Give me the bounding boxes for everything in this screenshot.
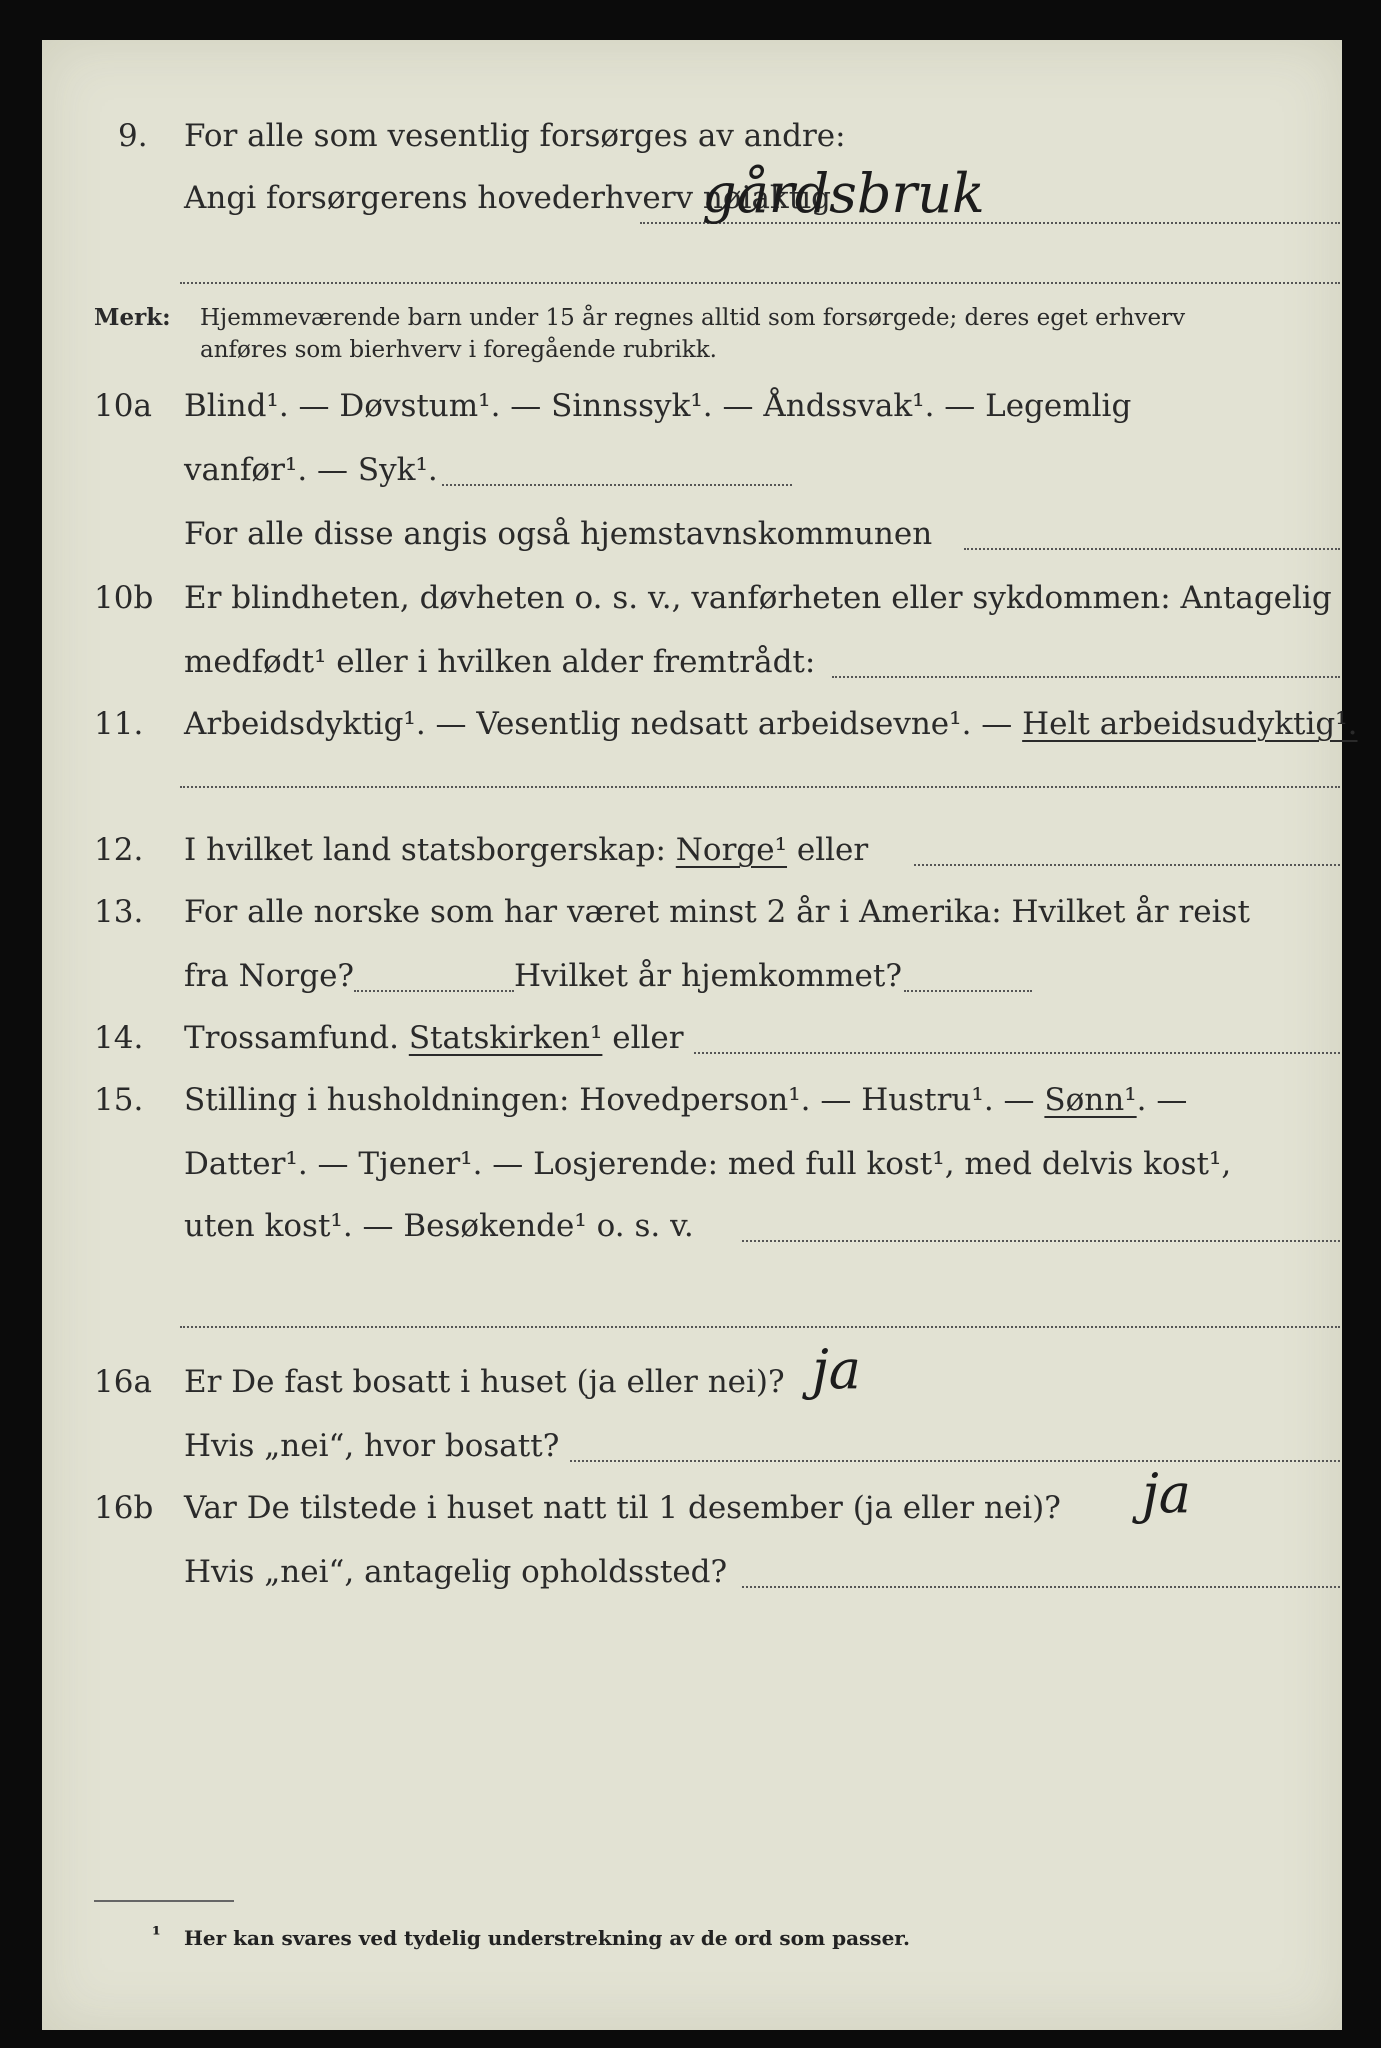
q11-underlined-choice: Helt arbeidsudyktig¹. — [1022, 706, 1358, 742]
q10a-kommune-line — [964, 548, 1340, 550]
q15-line1 — [184, 1080, 1187, 1120]
q15-extra-line — [180, 1326, 1340, 1328]
q14-line — [184, 1018, 684, 1058]
q15-options-dash: . — — [1136, 1082, 1188, 1118]
q10b-number: 10b — [94, 580, 154, 616]
q11-options: Arbeidsdyktig¹. — Vesentlig nedsatt arbeidsevne¹. — — [184, 706, 1023, 742]
q14-number: 14. — [94, 1020, 144, 1056]
q16a-bosatt-line — [570, 1460, 1340, 1462]
q12-number: 12. — [94, 832, 144, 868]
footnote-text: Her kan svares ved tydelig understrekning av de ord som passer. — [184, 1926, 910, 1950]
merk-line1: Hjemmeværende barn under 15 år regnes alltid som forsørgede; deres eget erhverv — [200, 305, 1186, 331]
q15-number: 15. — [94, 1082, 144, 1118]
q10a-number: 10a — [94, 388, 152, 424]
q15-line2: Datter¹. — Tjener¹. — Losjerende: med full kost¹, med delvis kost¹, — [184, 1146, 1232, 1182]
q12-line — [184, 830, 868, 870]
q15-line3: uten kost¹. — Besøkende¹ o. s. v. — [184, 1208, 694, 1244]
merk-label: Merk: — [94, 304, 171, 331]
q10a-syk-line — [442, 484, 792, 486]
q11-extra-line — [180, 786, 1340, 788]
q9-extra-line — [180, 282, 1340, 284]
q16a-line2: Hvis „nei“, hvor bosatt? — [184, 1428, 560, 1464]
q16b-number: 16b — [94, 1490, 154, 1526]
q9-line2: Angi forsørgerens hovederhverv nøiaktig — [184, 180, 831, 216]
q13-line1: For alle norske som har været minst 2 år i Amerika: Hvilket år reist — [184, 894, 1250, 930]
q13-line2a: fra Norge? — [184, 958, 355, 994]
q12-eller: eller — [787, 832, 869, 868]
q9-number: 9. — [118, 118, 148, 154]
q10a-line3: For alle disse angis også hjemstavnskommunen — [184, 516, 933, 552]
q11-line — [184, 704, 1358, 744]
q14-answer-line — [694, 1052, 1340, 1054]
census-form-page — [42, 40, 1358, 2030]
q15-answer-line — [742, 1240, 1340, 1242]
q13-hjemkommet-line — [904, 990, 1032, 992]
q12-question: I hvilket land statsborgerskap: — [184, 832, 676, 868]
q11-number: 11. — [94, 706, 144, 742]
q16b-line1: Var De tilstede i huset natt til 1 desember (ja eller nei)? — [184, 1490, 1061, 1526]
q16b-line2: Hvis „nei“, antagelig opholdssted? — [184, 1554, 728, 1590]
q10b-line2: medfødt¹ eller i hvilken alder fremtrådt: — [184, 644, 816, 680]
merk-line2: anføres som bierhverv i foregående rubrikk. — [200, 337, 717, 363]
q10a-line2: vanfør¹. — Syk¹. — [184, 452, 438, 488]
q14-underlined-choice: Statskirken¹ — [408, 1020, 603, 1056]
q16a-number: 16a — [94, 1364, 152, 1400]
q9-line1: For alle som vesentlig forsørges av andre: — [184, 118, 846, 154]
q12-answer-line — [914, 864, 1340, 866]
q14-question: Trossamfund. — [184, 1020, 409, 1056]
q16a-line1: Er De fast bosatt i huset (ja eller nei)? — [184, 1364, 785, 1400]
q10b-line1: Er blindheten, døvheten o. s. v., vanførheten eller sykdommen: Antagelig — [184, 580, 1332, 616]
q12-underlined-choice: Norge¹ — [675, 832, 788, 868]
q10a-line1: Blind¹. — Døvstum¹. — Sinnssyk¹. — Åndssvak¹. — Legemlig — [184, 388, 1132, 424]
q13-number: 13. — [94, 894, 144, 930]
q16b-handwritten-answer: ja — [1142, 1462, 1191, 1525]
q13-reist-line — [354, 990, 514, 992]
footnote-rule — [94, 1900, 234, 1902]
q13-line2b: Hvilket år hjemkommet? — [514, 958, 902, 994]
q16a-handwritten-answer: ja — [812, 1338, 861, 1401]
q16b-opholdssted-line — [742, 1586, 1340, 1588]
q10b-answer-line — [832, 676, 1340, 678]
q14-eller: eller — [602, 1020, 684, 1056]
q15-options-a: Stilling i husholdningen: Hovedperson¹. — Hustru¹. — — [184, 1082, 1045, 1118]
q15-underlined-choice: Sønn¹ — [1044, 1082, 1137, 1118]
q9-handwritten-answer: gårdsbruk — [702, 162, 985, 225]
footnote-mark: ¹ — [152, 1922, 161, 1946]
